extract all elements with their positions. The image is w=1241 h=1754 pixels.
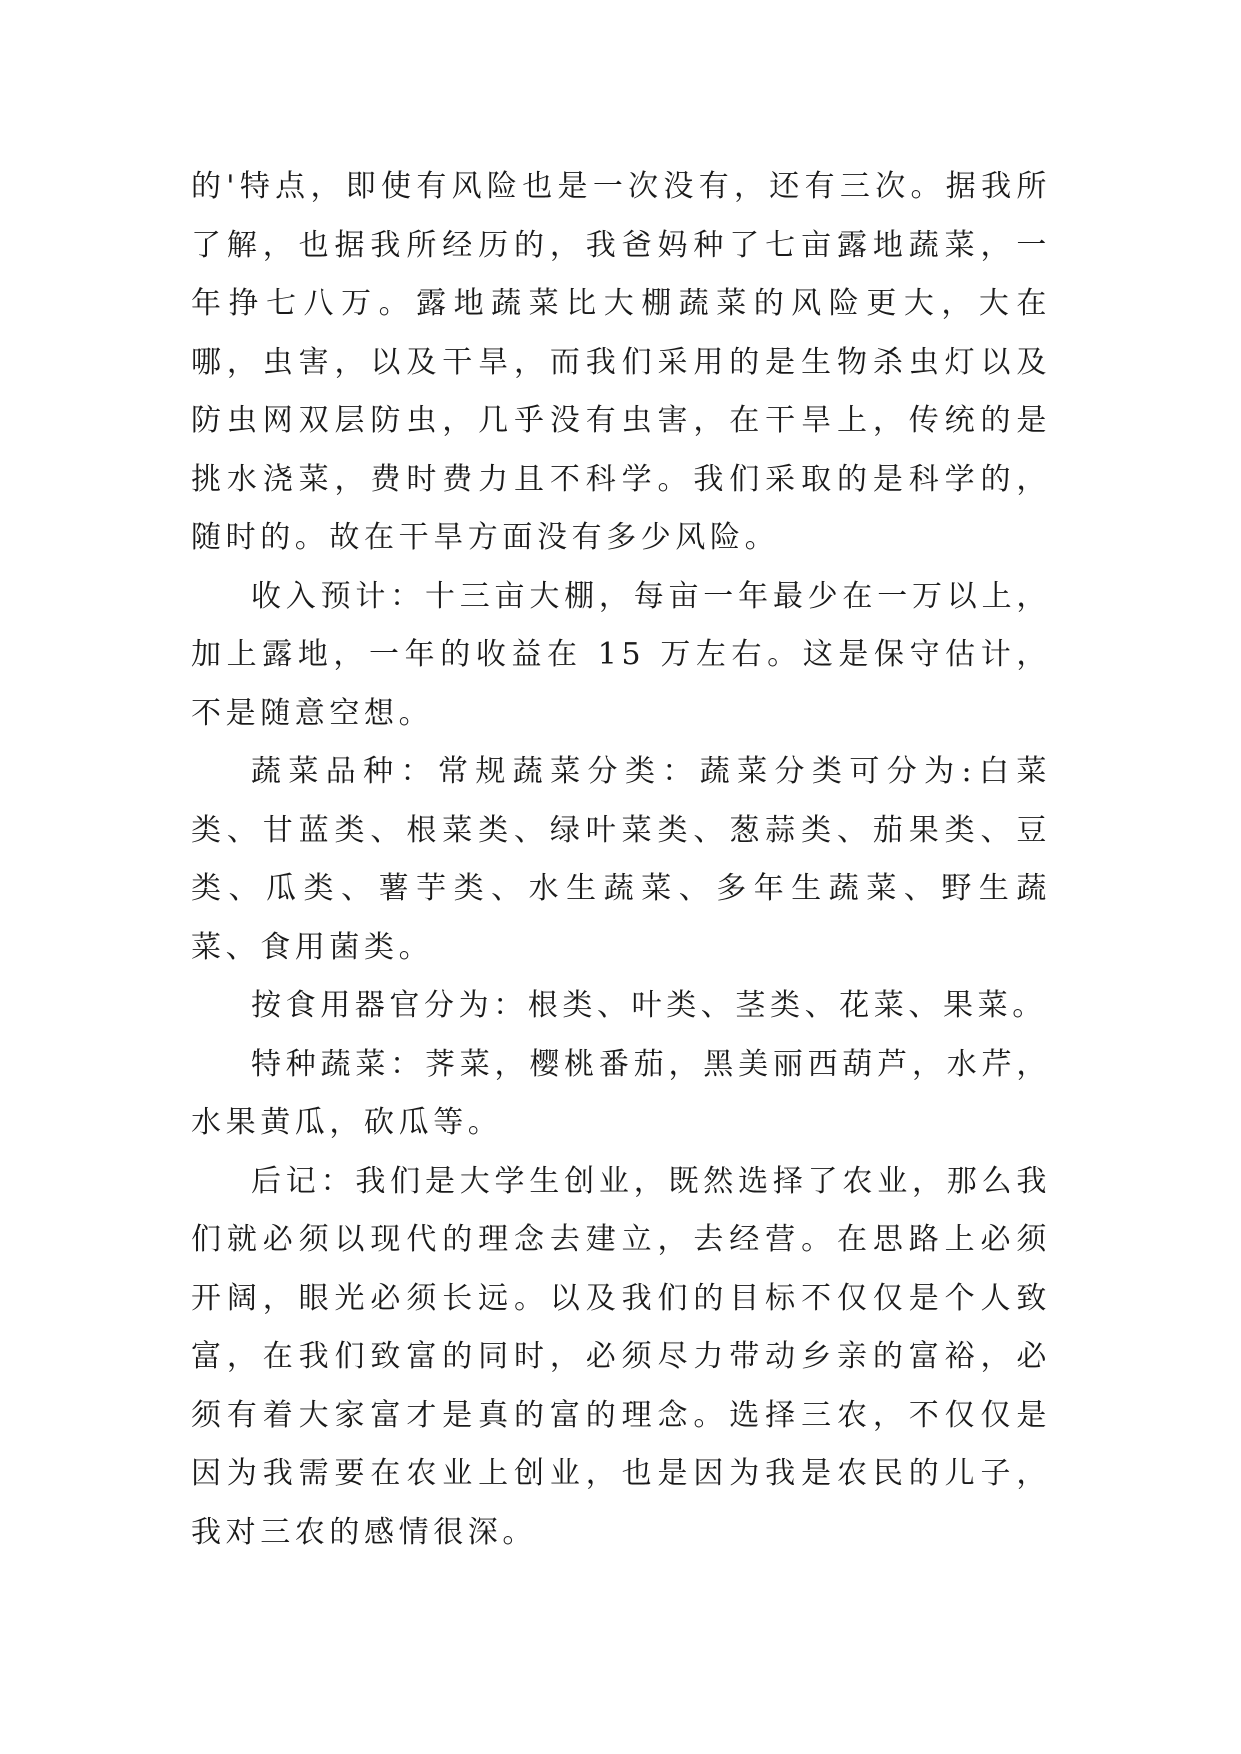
paragraph-continuation: 的'特点，即使有风险也是一次没有，还有三次。据我所了解，也据我所经历的，我爸妈种了七亩露地蔬菜，一年挣七八万。露地蔬菜比大棚蔬菜的风险更大，大在哪，虫害，以及干旱，而我们采用的是生物杀虫灯以及防虫网双层防虫，几乎没有虫害，在干旱上，传统的是挑水浇菜，费时费力且不科学。我们采取的是科学的，随时的。故在干旱方面没有多少风险。 <box>191 169 1051 555</box>
paragraph-edible-organs: 按食用器官分为：根类、叶类、茎类、花菜、果菜。 <box>251 988 1047 1023</box>
paragraph-afterword: 后记：我们是大学生创业，既然选择了农业，那么我们就必须以现代的理念去建立，去经营。在思路上必须开阔，眼光必须长远。以及我们的目标不仅仅是个人致富，在我们致富的同时，必须尽力带动乡亲的富裕，必须有着大家富才是真的富的理念。选择三农，不仅仅是因为我需要在农业上创业，也是因为我是农民的儿子，我对三农的感情很深。 <box>191 1163 1051 1550</box>
paragraph-vegetable-varieties: 蔬菜品种：常规蔬菜分类：蔬菜分类可分为:白菜类、甘蓝类、根菜类、绿叶菜类、葱蒜类、茄果类、豆类、瓜类、薯芋类、水生蔬菜、多年生蔬菜、野生蔬菜、食用菌类。 <box>191 754 1051 965</box>
paragraph-special-vegetables: 特种蔬菜：荠菜，樱桃番茄，黑美丽西葫芦，水芹，水果黄瓜，砍瓜等。 <box>191 1046 1051 1140</box>
paragraph-income-estimate: 收入预计：十三亩大棚，每亩一年最少在一万以上，加上露地，一年的收益在 15 万左右。这是保守估计，不是随意空想。 <box>191 578 1051 731</box>
document-body <box>191 158 1051 1562</box>
